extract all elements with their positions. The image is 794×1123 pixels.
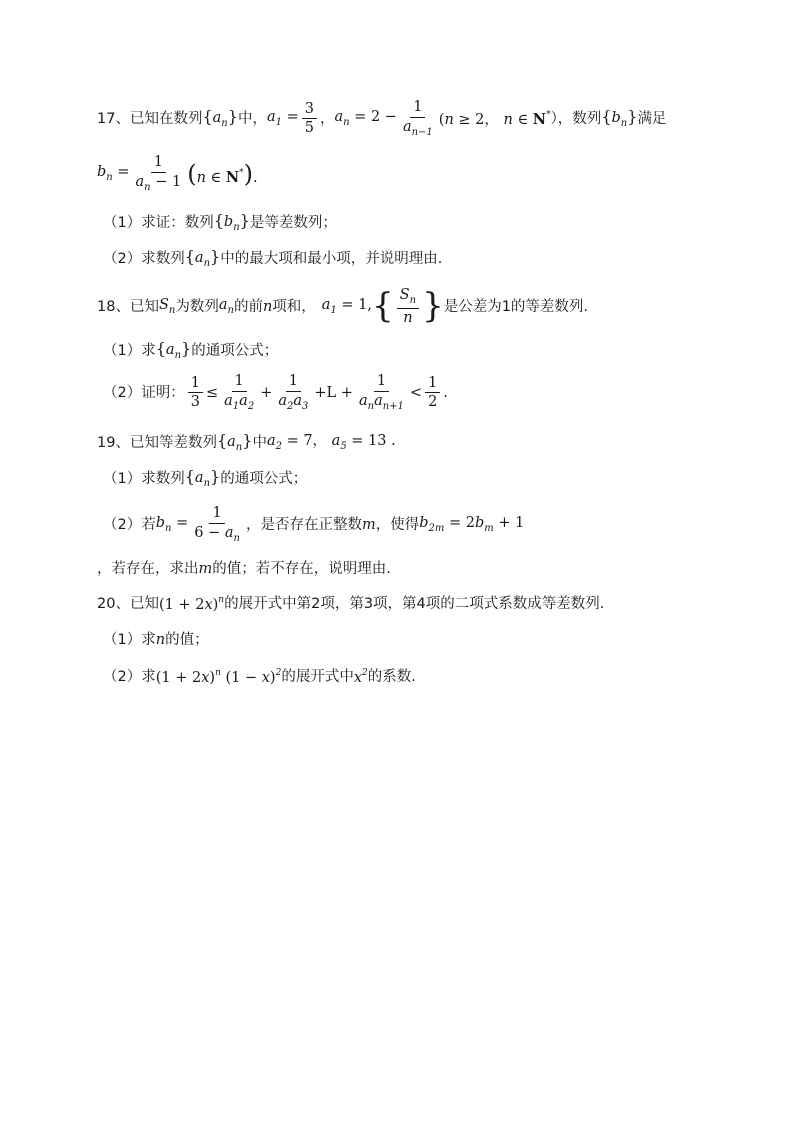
fraction: $\frac{1}{a_n - 1}$ <box>135 154 182 193</box>
fraction: $\frac{1}{a_1a_2}$ <box>224 373 255 412</box>
brace: { <box>372 286 394 327</box>
math: $b_{2m} = 2b_m + 1$ <box>419 514 525 534</box>
math: $x^2$ <box>353 668 368 686</box>
q18-part1: （1）求 $\{a_n\}$ 的通项公式； <box>103 339 279 361</box>
brace: } <box>422 286 444 327</box>
q17-lead: 17、已知在数列 <box>97 110 203 127</box>
math: (n ∈ N*). <box>187 159 258 188</box>
math: $a_n = 2$ − <box>334 108 397 128</box>
math: m <box>198 561 213 577</box>
q17-part1: （1）求证：数列 $\{b_n\}$ 是等差数列； <box>103 211 337 233</box>
q17-part2: （2）求数列 $\{a_n\}$ 中的最大项和最小项，并说明理由. <box>103 247 443 269</box>
math: $b_n$ = <box>97 163 130 183</box>
math: $a_1$ = <box>266 108 299 128</box>
q18-line1: 18、已知 $S_n$ 为数列 $a_n$ 的前 n 项和， $a_1 = 1$, { $\frac{S_n}{n}$ } 是公差为1的等差数列. <box>97 286 589 327</box>
math: $(1 + 2x)^n$ $(1 - x)^2$ <box>155 668 282 686</box>
math: $\{a_n\}$ <box>184 247 221 269</box>
math: $\{a_n\}$ <box>202 106 238 129</box>
fraction: $\frac{1}{2}$ <box>425 376 440 410</box>
math: $\{a_n\}$ <box>155 339 192 361</box>
math: (n ≥ 2， n ∈ N* <box>438 109 551 128</box>
math: $b_n$ = <box>155 514 189 534</box>
fraction: $\frac{S_n}{n}$ <box>397 288 419 326</box>
fraction: $\frac{1}{6 - a_n}$ <box>194 505 240 544</box>
q19-part1: （1）求数列 $\{a_n\}$ 的通项公式； <box>103 467 308 489</box>
q17-line1: 17、已知在数列 $\{a_n\}$ 中， $a_1$ = $\frac{3}{5}$ ， $a_n = 2$ − $\frac{1}{a_{n-1}}$ (n ≥ 2， n ∈ N* ），数列 $\{b_n\}$ 满足 <box>97 99 667 138</box>
math: $\{b_n\}$ <box>213 211 250 233</box>
fraction: $\frac{1}{a_{n-1}}$ <box>402 99 433 138</box>
fraction: $\frac{1}{3}$ <box>188 376 203 410</box>
math: $\{a_n\}$ <box>216 431 253 453</box>
fraction: $\frac{3}{5}$ <box>302 102 317 136</box>
q17-line2 <box>97 155 258 193</box>
q19-line1: 19、已知等差数列 $\{a_n\}$ 中 $a_2 = 7$， $a_5 = 13$ . <box>97 431 396 453</box>
math: n <box>262 298 273 315</box>
q18-part2: （2）证明： $\frac{1}{3}$ ≤ $\frac{1}{a_1a_2}$ + $\frac{1}{a_2a_3}$ +L + $\frac{1}{a_na_{n+1}}$ < $\frac{1}{2}$ . <box>103 373 448 412</box>
q19-part2-cont: ，若存在，求出 m 的值；若不存在，说明理由. <box>97 561 391 577</box>
q20-line1: 20、已知 $(1 + 2x)^n$ 的展开式中第2项，第3项，第4项的二项式系数成等差数列. <box>97 595 605 613</box>
math: $\{a_n\}$ <box>184 467 221 489</box>
math: n <box>155 632 166 648</box>
q19-part2: （2）若 $b_n$ = $\frac{1}{6 - a_n}$ ，是否存在正整数 m ，使得 $b_{2m} = 2b_m + 1$ <box>103 505 525 544</box>
math: $S_n$ <box>158 296 176 316</box>
math: $a_n$ <box>218 296 234 316</box>
q20-part1: （1）求 n 的值； <box>103 632 209 648</box>
fraction: $\frac{1}{a_2a_3}$ <box>278 373 309 412</box>
q20-part2: （2）求 $(1 + 2x)^n$ $(1 - x)^2$ 的展开式中 $x^2$ 的系数. <box>103 668 416 686</box>
math: $(1 + 2x)^n$ <box>158 595 225 613</box>
math: $\{b_n\}$ <box>601 106 638 129</box>
math: $a_1 = 1$, <box>321 296 373 316</box>
math: $a_2 = 7$， $a_5 = 13$ . <box>266 433 396 452</box>
math: m <box>361 516 376 533</box>
fraction: $\frac{1}{a_na_{n+1}}$ <box>358 373 404 412</box>
